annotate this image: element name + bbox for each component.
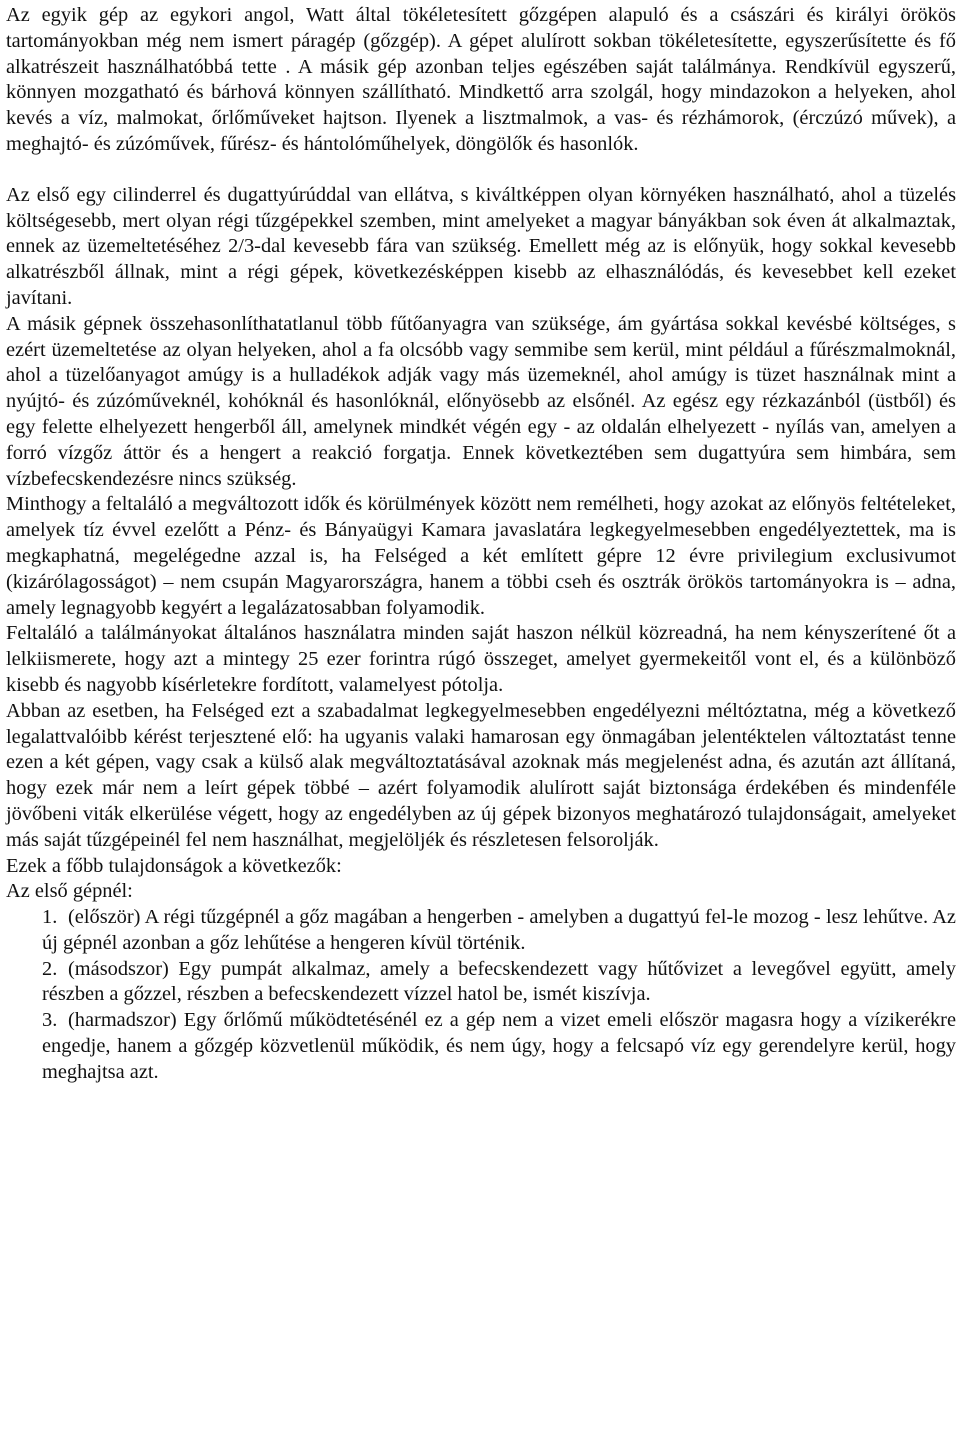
document-page <box>6 3 956 1086</box>
list-item-number: 3. <box>42 1009 58 1032</box>
list-item-text: (másodszor) Egy pumpát alkalmaz, amely a befecskendezett vagy hűtővizet a levegővel együtt, amely részben a gőzzel, részben a befecskendezett vízzel hatol be, ismét kiszívja. <box>42 957 956 1006</box>
property-list <box>6 905 956 1086</box>
paragraph-4: Minthogy a feltaláló a megváltozott idők és körülmények között nem remélheti, hogy azokat az előnyös feltételeket, amelyek tíz évvel ezelőtt a Pénz- és Bányaügyi Kamara javaslatára legkegyelmesebben engedélyeztettek, ma is megkaphatná, megelégedne azzal is, ha Felséged a két említett gépre 12 évre privilegium exclusivumot (kizárólagosságot) – nem csupán Magyarországra, hanem a többi cseh és osztrák örökös tartományokra is – adna, amely legnagyobb kegyért a legalázatosabban folyamodik. <box>6 493 956 619</box>
list-item <box>6 957 956 1009</box>
list-intro: Ezek a főbb tulajdonságok a következők: <box>6 854 342 877</box>
list-item-number: 1. <box>42 906 58 929</box>
list-item-number: 2. <box>42 957 58 980</box>
paragraph-5: Feltaláló a találmányokat általános használatra minden saját haszon nélkül közreadná, ha nem kényszerítené őt a lelkiismerete, hogy azt a mintegy 25 ezer forintra rúgó összeget, amelyet gyermekeitől vont el, és a különböző kisebb és nagyobb kísérletekre fordított, valamelyest pótolja. <box>6 622 956 696</box>
list-item <box>6 905 956 957</box>
list-item-text: (először) A régi tűzgépnél a gőz magában a hengerben - amelyben a dugattyú fel-le mozog - lesz lehűtve. Az új gépnél azonban a gőz lehűtése a hengeren kívül történik. <box>42 906 956 954</box>
list-item <box>6 1008 956 1085</box>
paragraph-1: Az egyik gép az egykori angol, Watt által tökéletesített gőzgépen alapuló és a császári és királyi örökös tartományokban még nem ismert páragép (gőzgép). A gépet alulírott sokban tökéletesítette, egyszerűsítette és fő alkatrészeit használhatóbbá tette . A másik gép azonban teljes egészében saját találmánya. Rendkívül egyszerű, könnyen mozgatható és bárhová könnyen szállítható. Mindkettő arra szolgál, hogy mindazokon a helyeken, ahol kevés a víz, malmokat, őrlőműveket hajtson. Ilyenek a lisztmalmok, a vas- és rézhámorok, (érczúzó művek), a meghajtó- és zúzóművek, fűrész- és hántolóműhelyek, döngölők és hasonlók. <box>6 4 956 155</box>
paragraph-3: A másik gépnek összehasonlíthatatlanul több fűtőanyagra van szüksége, ám gyártása sokkal kevésbé költséges, s ezért üzemeltetése az olyan helyeken, ahol a fa olcsóbb vagy semmibe sem kerül, mint például a fűrészmalmoknál, ahol a tüzelőanyagot amúgy is a hulladékok adják vagy más üzemeknél, ahol amúgy is tüzet használnak mint a nyújtó- és zúzóműveknél, kohóknál és hasonlóknál, előnyösebb az elsőnél. Az egész egy rézkazánból (üstből) és egy felette elhelyezett hengerből áll, amelynek mindkét végén egy - az oldalán elhelyezett - nyílás van, amelyen a forró vízgőz áttör és a hengert a reakció forgatja. Ennek következtében sem dugattyúra sem himbára, sem vízbefecskendezésre nincs szükség. <box>6 312 956 490</box>
paragraph-2: Az első egy cilinderrel és dugattyúrúddal van ellátva, s kiváltképpen olyan környéken használható, ahol a tüzelés költségesebb, mert olyan régi tűzgépekkel szemben, mint amelyeket a magyar bányákban sok éven át alkalmaztak, ennek az üzemeltetéséhez 2/3-dal kevesebb fára van szükség. Emellett még az is előnyük, hogy sokkal kevesebb alkatrészből állnak, mint a régi gépek, következésképpen kisebb az elhasználódás, és kevesebbet kell ezeket javítani. <box>6 183 956 309</box>
paragraph-6: Abban az esetben, ha Felséged ezt a szabadalmat legkegyelmesebben engedélyezni méltóztatna, még a következő legalattvalóibb kérést terjesztené elő: ha ugyanis valaki hamarosan egy önmagában jelentéktelen változtatást tenne ezen a két gépen, vagy csak a külső alak megváltoztatásával azoknak más megjelenést adna, és azután azt állítaná, hogy ezek már nem a leírt gépek többé – azért folyamodik alulírott saját biztonsága érdekében és mindenféle jövőbeni viták elkerülése végett, hogy az engedélyben az új gépek bizonyos meghatározó tulajdonságait, amelyeket más saját tűzgépeinél fel nem használhat, megjelöljék és részletesen felsorolják. <box>6 699 956 851</box>
list-item-text: (harmadszor) Egy őrlőmű működtetésénél ez a gép nem a vizet emeli először magasra hogy a vízikerékre engedje, hanem a gőzgép közvetlenül működik, és nem úgy, hogy a felcsapó víz egy gerendelyre kerül, hogy meghajtsa azt. <box>42 1009 956 1083</box>
list-heading: Az első gépnél: <box>6 880 133 903</box>
